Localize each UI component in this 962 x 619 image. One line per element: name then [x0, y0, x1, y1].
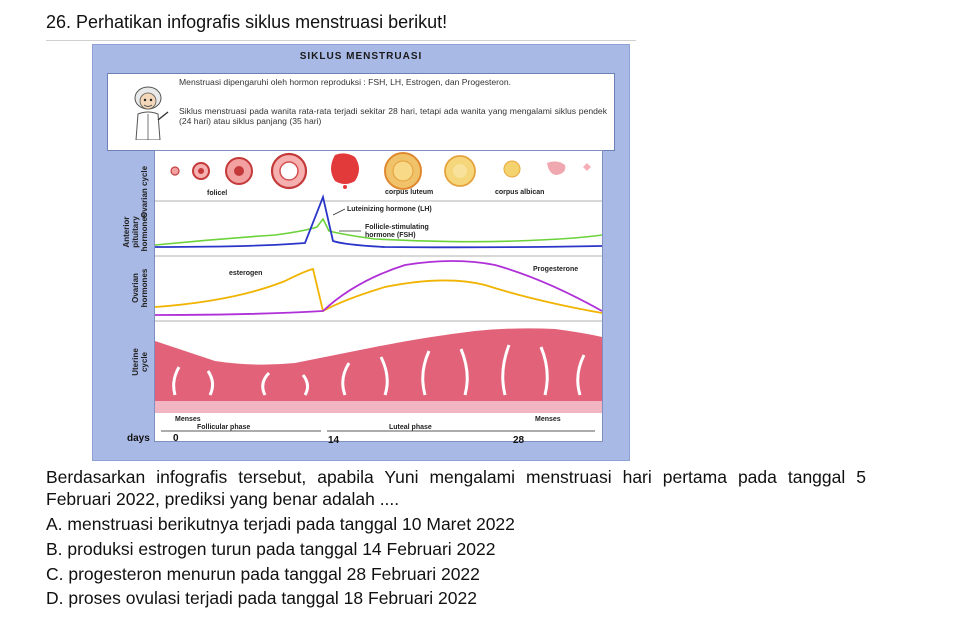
label-hormones: hormones: [140, 212, 149, 252]
scientist-icon: [126, 84, 170, 140]
option-a[interactable]: A. menstruasi berikutnya terjadi pada tanggal 10 Maret 2022: [46, 514, 515, 534]
label-follicular-phase: Follicular phase: [197, 424, 251, 431]
option-d[interactable]: D. proses ovulasi terjadi pada tanggal 18 Februari 2022: [46, 588, 477, 608]
label-ovarian: Ovarian: [131, 273, 140, 303]
label-menses-right: Menses: [535, 416, 561, 423]
label-ovarian-hormones: hormones: [140, 268, 149, 308]
label-luteal-phase: Luteal phase: [389, 424, 432, 431]
cycle-chart: [154, 150, 603, 442]
question-stem: Berdasarkan infografis tersebut, apabila Yuni mengalami menstruasi hari pertama pada tanggal 5 Februari 2022, prediksi yang benar adalah ....: [46, 467, 866, 509]
label-fsh-2: hormone (FSH): [365, 232, 416, 239]
label-lh: Luteinizing hormone (LH): [347, 206, 432, 213]
info-text-cycle-length: Siklus menstruasi pada wanita rata-rata terjadi sekitar 28 hari, tetapi ada wanita yang mengalami siklus pendek (24 hari) atau siklus panjang (35 hari): [179, 106, 607, 126]
follicle-sequence: [171, 153, 591, 197]
label-progesterone: Progesterone: [533, 266, 579, 273]
option-b[interactable]: B. produksi estrogen turun pada tanggal 14 Februari 2022: [46, 539, 496, 559]
divider: [46, 40, 636, 41]
infographic-panel: [92, 44, 630, 461]
label-folicel: folicel: [207, 190, 228, 197]
label-anterior: Anterior: [122, 216, 131, 248]
day-tick-0: 0: [173, 433, 179, 444]
info-box: [107, 73, 615, 151]
cycle-diagram: [155, 151, 602, 441]
label-ovarian-cycle: Ovarian cycle: [140, 165, 149, 219]
info-text-hormones: Menstruasi dipengaruhi oleh hormon reproduksi : FSH, LH, Estrogen, dan Progesteron.: [179, 77, 511, 87]
label-menses-left: Menses: [175, 416, 201, 423]
endometrium: [155, 328, 602, 431]
day-tick-28: 28: [513, 435, 525, 446]
label-corpus-albican: corpus albican: [495, 189, 545, 196]
label-pituitary: pituitary: [131, 216, 140, 248]
option-c[interactable]: C. progesteron menurun pada tanggal 28 Februari 2022: [46, 564, 480, 584]
label-fsh-1: Follicle-stimulating: [365, 224, 429, 231]
row-labels: [95, 150, 155, 440]
infographic-title: SIKLUS MENSTRUASI: [299, 51, 423, 62]
day-tick-14: 14: [328, 435, 340, 446]
label-uterine: Uterine: [131, 348, 140, 376]
days-label: days: [127, 433, 150, 444]
question-title: 26. Perhatikan infografis siklus menstruasi berikut!: [46, 12, 448, 32]
label-estrogen: esterogen: [229, 270, 263, 277]
label-uterine-cycle: cycle: [140, 351, 149, 373]
label-corpus-luteum: corpus luteum: [385, 189, 434, 196]
